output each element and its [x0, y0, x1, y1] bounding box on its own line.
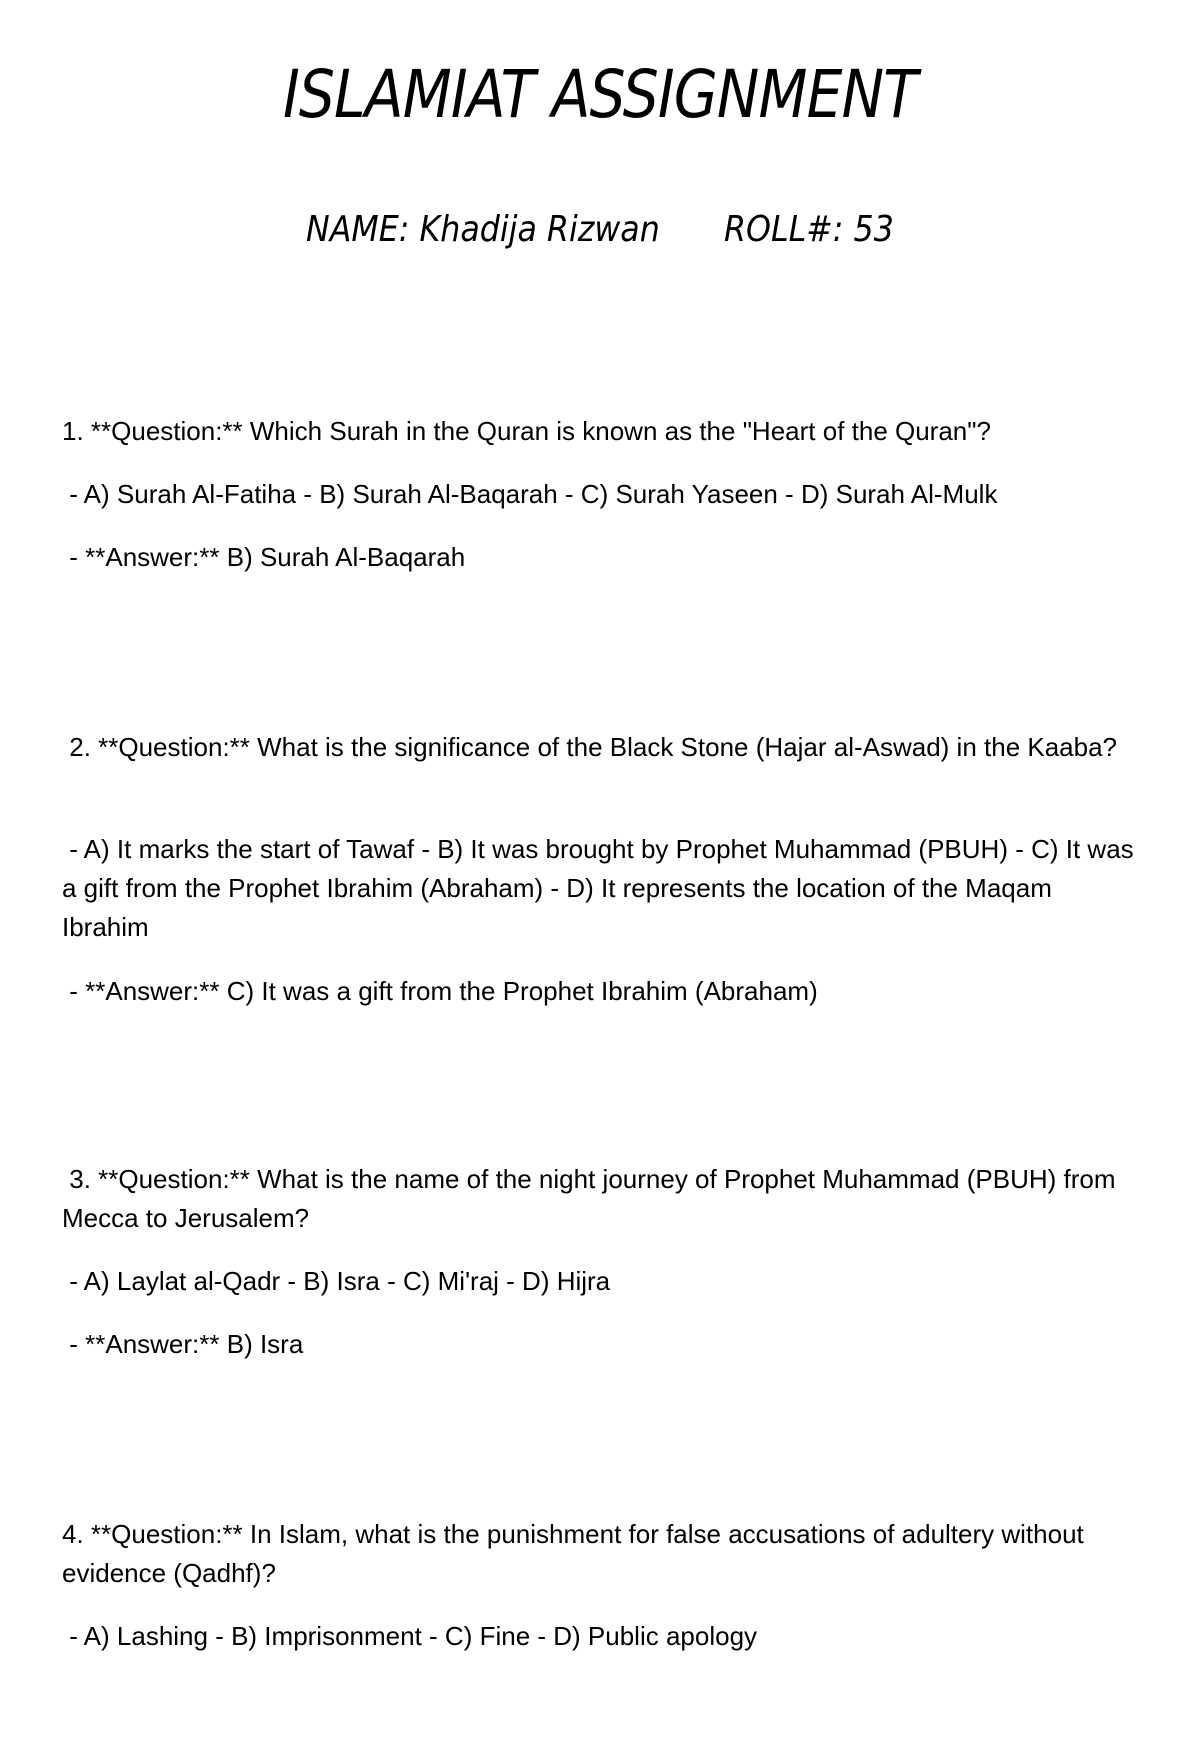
question-3-options: - A) Laylat al-Qadr - B) Isra - C) Mi'raj - D) Hijra [62, 1266, 611, 1296]
question-3-text: 3. **Question:** What is the name of the night journey of Prophet Muhammad (PBUH) from Mecca to Jerusalem? [62, 1164, 1123, 1233]
question-3-answer: - **Answer:** B) Isra [62, 1329, 304, 1359]
question-2-options: - A) It marks the start of Tawaf - B) It was brought by Prophet Muhammad (PBUH) - C) It was a gift from the Prophet Ibrahim (Abraham) - D) It represents the location of the Maqam Ibrahim [62, 834, 1141, 942]
student-name: NAME: Khadija Rizwan [306, 209, 660, 250]
question-2-answer: - **Answer:** C) It was a gift from the Prophet Ibrahim (Abraham) [62, 976, 818, 1006]
question-1-text: 1. **Question:** Which Surah in the Quran is known as the "Heart of the Quran"? [62, 416, 991, 446]
roll-number: ROLL#: 53 [724, 209, 894, 250]
question-1-options: - A) Surah Al-Fatiha - B) Surah Al-Baqarah - C) Surah Yaseen - D) Surah Al-Mulk [62, 479, 998, 509]
question-1-answer: - **Answer:** B) Surah Al-Baqarah [62, 542, 466, 572]
page-title: ISLAMIAT ASSIGNMENT [282, 56, 918, 133]
question-4-text: 4. **Question:** In Islam, what is the punishment for false accusations of adultery without evidence (Qadhf)? [62, 1519, 1091, 1588]
question-2-text: 2. **Question:** What is the significance of the Black Stone (Hajar al-Aswad) in the Kaaba? [62, 732, 1118, 762]
question-4-options: - A) Lashing - B) Imprisonment - C) Fine - D) Public apology [62, 1621, 758, 1651]
